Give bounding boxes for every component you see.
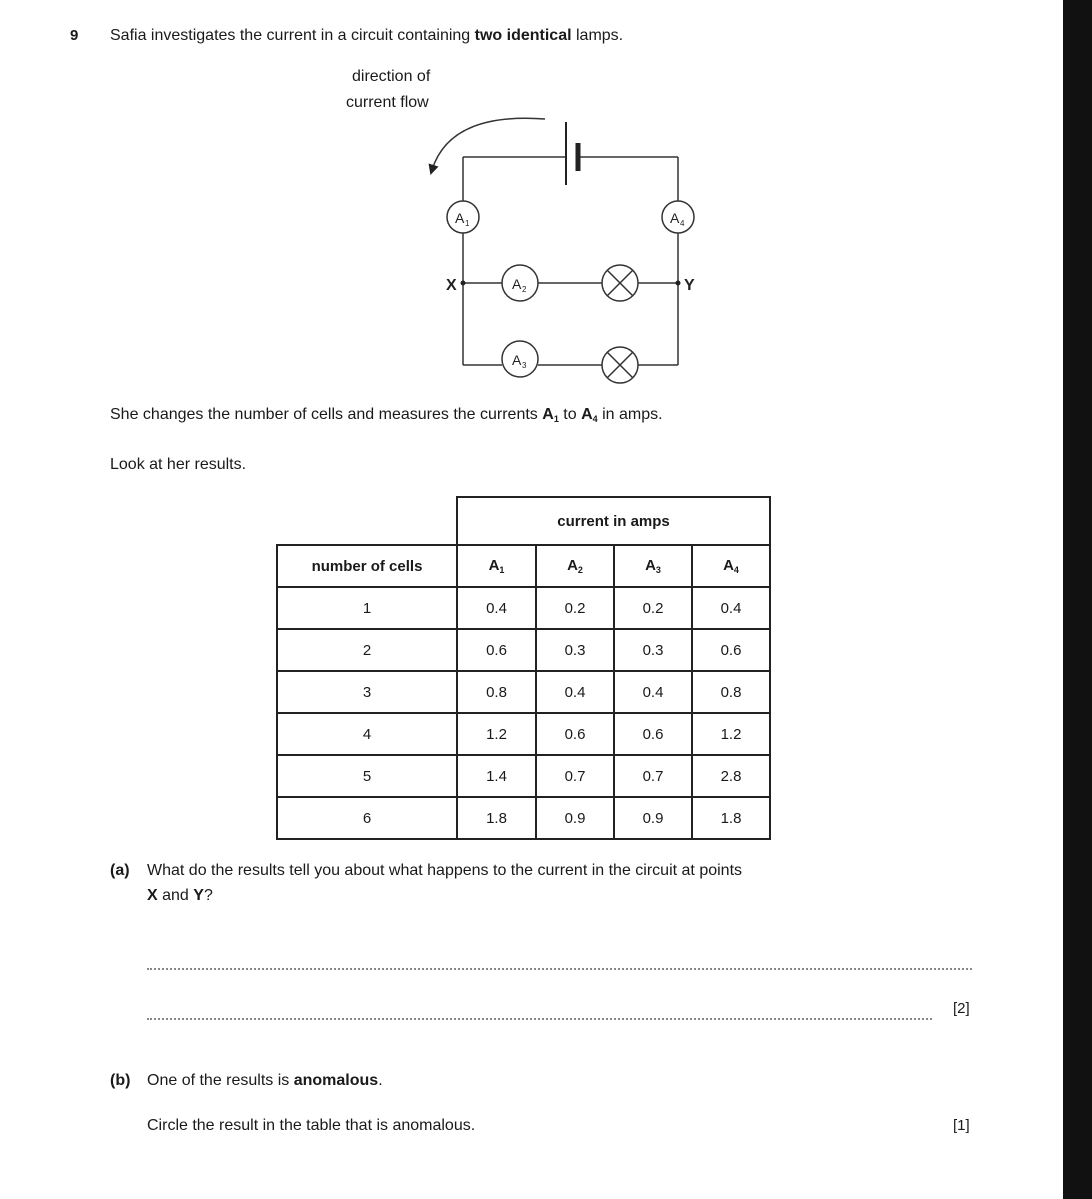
ammeter-a2-letter: A bbox=[512, 276, 522, 292]
table-cell[interactable]: 0.3 bbox=[614, 629, 692, 671]
table-cell[interactable]: 0.8 bbox=[457, 671, 536, 713]
changes-to: to bbox=[558, 406, 582, 423]
results-table bbox=[276, 496, 771, 840]
col-header-a4-letter: A bbox=[723, 557, 734, 574]
table-cell[interactable]: 2.8 bbox=[692, 755, 770, 797]
table-corner bbox=[277, 497, 457, 545]
table-cell[interactable]: 0.7 bbox=[614, 755, 692, 797]
col-header-a2-sub: 2 bbox=[577, 565, 583, 575]
part-a-marks: [2] bbox=[953, 1000, 970, 1017]
table-cell[interactable]: 1.4 bbox=[457, 755, 536, 797]
junction-y-dot bbox=[676, 281, 681, 286]
table-cell[interactable]: 0.4 bbox=[614, 671, 692, 713]
part-a-x: X bbox=[147, 887, 158, 904]
part-b-pre: One of the results is bbox=[147, 1072, 294, 1089]
table-cell[interactable]: 0.9 bbox=[614, 797, 692, 839]
table-cell[interactable]: 0.8 bbox=[692, 671, 770, 713]
ammeter-a1-letter: A bbox=[455, 210, 465, 226]
table-row bbox=[277, 587, 770, 629]
circuit-diagram bbox=[0, 0, 1092, 420]
table-cell[interactable]: 0.9 bbox=[536, 797, 614, 839]
part-a-line2 bbox=[147, 887, 213, 905]
table-cell[interactable]: 0.6 bbox=[692, 629, 770, 671]
table-cell[interactable]: 0.7 bbox=[536, 755, 614, 797]
ammeter-a1-sub: 1 bbox=[465, 219, 470, 228]
table-cell[interactable]: 5 bbox=[277, 755, 457, 797]
part-b-marks: [1] bbox=[953, 1117, 970, 1134]
intro-post: lamps. bbox=[571, 27, 624, 44]
table-row bbox=[277, 755, 770, 797]
table-cell[interactable]: 1.2 bbox=[457, 713, 536, 755]
table-row bbox=[277, 629, 770, 671]
direction-label-line2: current flow bbox=[346, 94, 429, 111]
col-header-a4 bbox=[692, 545, 770, 587]
changes-a1: A bbox=[542, 406, 554, 423]
changes-pre: She changes the number of cells and measures the currents bbox=[110, 406, 543, 423]
point-x-label: X bbox=[446, 277, 457, 294]
table-cell[interactable]: 0.6 bbox=[536, 713, 614, 755]
table-cell[interactable]: 0.3 bbox=[536, 629, 614, 671]
table-cell[interactable]: 3 bbox=[277, 671, 457, 713]
lamp-top bbox=[602, 265, 638, 301]
look-text: Look at her results. bbox=[110, 456, 247, 473]
question-number: 9 bbox=[70, 27, 79, 44]
ammeter-a4-sub: 4 bbox=[680, 219, 685, 228]
table-cell[interactable]: 1 bbox=[277, 587, 457, 629]
table-cell[interactable]: 6 bbox=[277, 797, 457, 839]
col-header-a4-sub: 4 bbox=[733, 565, 739, 575]
part-a-q: ? bbox=[203, 887, 213, 904]
ammeter-a3-sub: 3 bbox=[522, 361, 527, 370]
table-row bbox=[277, 671, 770, 713]
table-cell[interactable]: 1.8 bbox=[457, 797, 536, 839]
current-direction-arrow bbox=[432, 118, 545, 170]
part-a-line1: What do the results tell you about what happens to the current in the circuit at points bbox=[147, 862, 743, 879]
lamp-bottom bbox=[602, 347, 638, 383]
part-b-bold: anomalous bbox=[293, 1072, 379, 1089]
changes-text bbox=[110, 406, 663, 424]
part-a-y: Y bbox=[193, 887, 204, 904]
intro-pre: Safia investigates the current in a circuit containing bbox=[110, 27, 475, 44]
col-header-a1-sub: 1 bbox=[499, 565, 505, 575]
ammeter-a4-letter: A bbox=[670, 210, 680, 226]
col-header-a2 bbox=[536, 545, 614, 587]
part-b-post: . bbox=[378, 1072, 383, 1089]
table-cell[interactable]: 0.4 bbox=[692, 587, 770, 629]
col-header-a3 bbox=[614, 545, 692, 587]
table-cell[interactable]: 0.6 bbox=[457, 629, 536, 671]
intro-bold: two identical bbox=[474, 27, 572, 44]
part-b-instruction: Circle the result in the table that is anomalous. bbox=[147, 1117, 476, 1134]
table-cell[interactable]: 0.2 bbox=[536, 587, 614, 629]
part-b-text bbox=[147, 1072, 383, 1090]
table-group-header-row bbox=[277, 497, 770, 545]
table-row bbox=[277, 797, 770, 839]
table-cell[interactable]: 0.2 bbox=[614, 587, 692, 629]
ammeter-a2-sub: 2 bbox=[522, 285, 527, 294]
part-b-label: (b) bbox=[110, 1072, 131, 1089]
direction-label-line1: direction of bbox=[352, 68, 431, 85]
table-cell[interactable]: 0.4 bbox=[457, 587, 536, 629]
col-header-a1 bbox=[457, 545, 536, 587]
col-header-cells: number of cells bbox=[277, 545, 457, 587]
group-header: current in amps bbox=[457, 497, 770, 545]
table-cell[interactable]: 4 bbox=[277, 713, 457, 755]
changes-a4: A bbox=[581, 406, 593, 423]
col-header-a3-sub: 3 bbox=[655, 565, 661, 575]
changes-post: in amps. bbox=[597, 406, 663, 423]
col-header-a3-letter: A bbox=[645, 557, 656, 574]
table-cell[interactable]: 0.6 bbox=[614, 713, 692, 755]
col-header-a1-letter: A bbox=[488, 557, 500, 574]
changes-a1-sub: 1 bbox=[553, 414, 559, 424]
table-row bbox=[277, 713, 770, 755]
part-a-label: (a) bbox=[110, 862, 130, 879]
part-a-and: and bbox=[157, 887, 194, 904]
ammeter-a3-letter: A bbox=[512, 352, 522, 368]
table-cell[interactable]: 2 bbox=[277, 629, 457, 671]
table-cell[interactable]: 1.2 bbox=[692, 713, 770, 755]
table-cell[interactable]: 1.8 bbox=[692, 797, 770, 839]
junction-x-dot bbox=[461, 281, 466, 286]
answer-line-1[interactable] bbox=[147, 968, 972, 970]
changes-a4-sub: 4 bbox=[592, 414, 598, 424]
table-cell[interactable]: 0.4 bbox=[536, 671, 614, 713]
col-header-a2-letter: A bbox=[567, 557, 578, 574]
table-header-row bbox=[277, 545, 770, 587]
answer-line-2[interactable] bbox=[147, 1018, 932, 1020]
point-y-label: Y bbox=[684, 277, 695, 294]
